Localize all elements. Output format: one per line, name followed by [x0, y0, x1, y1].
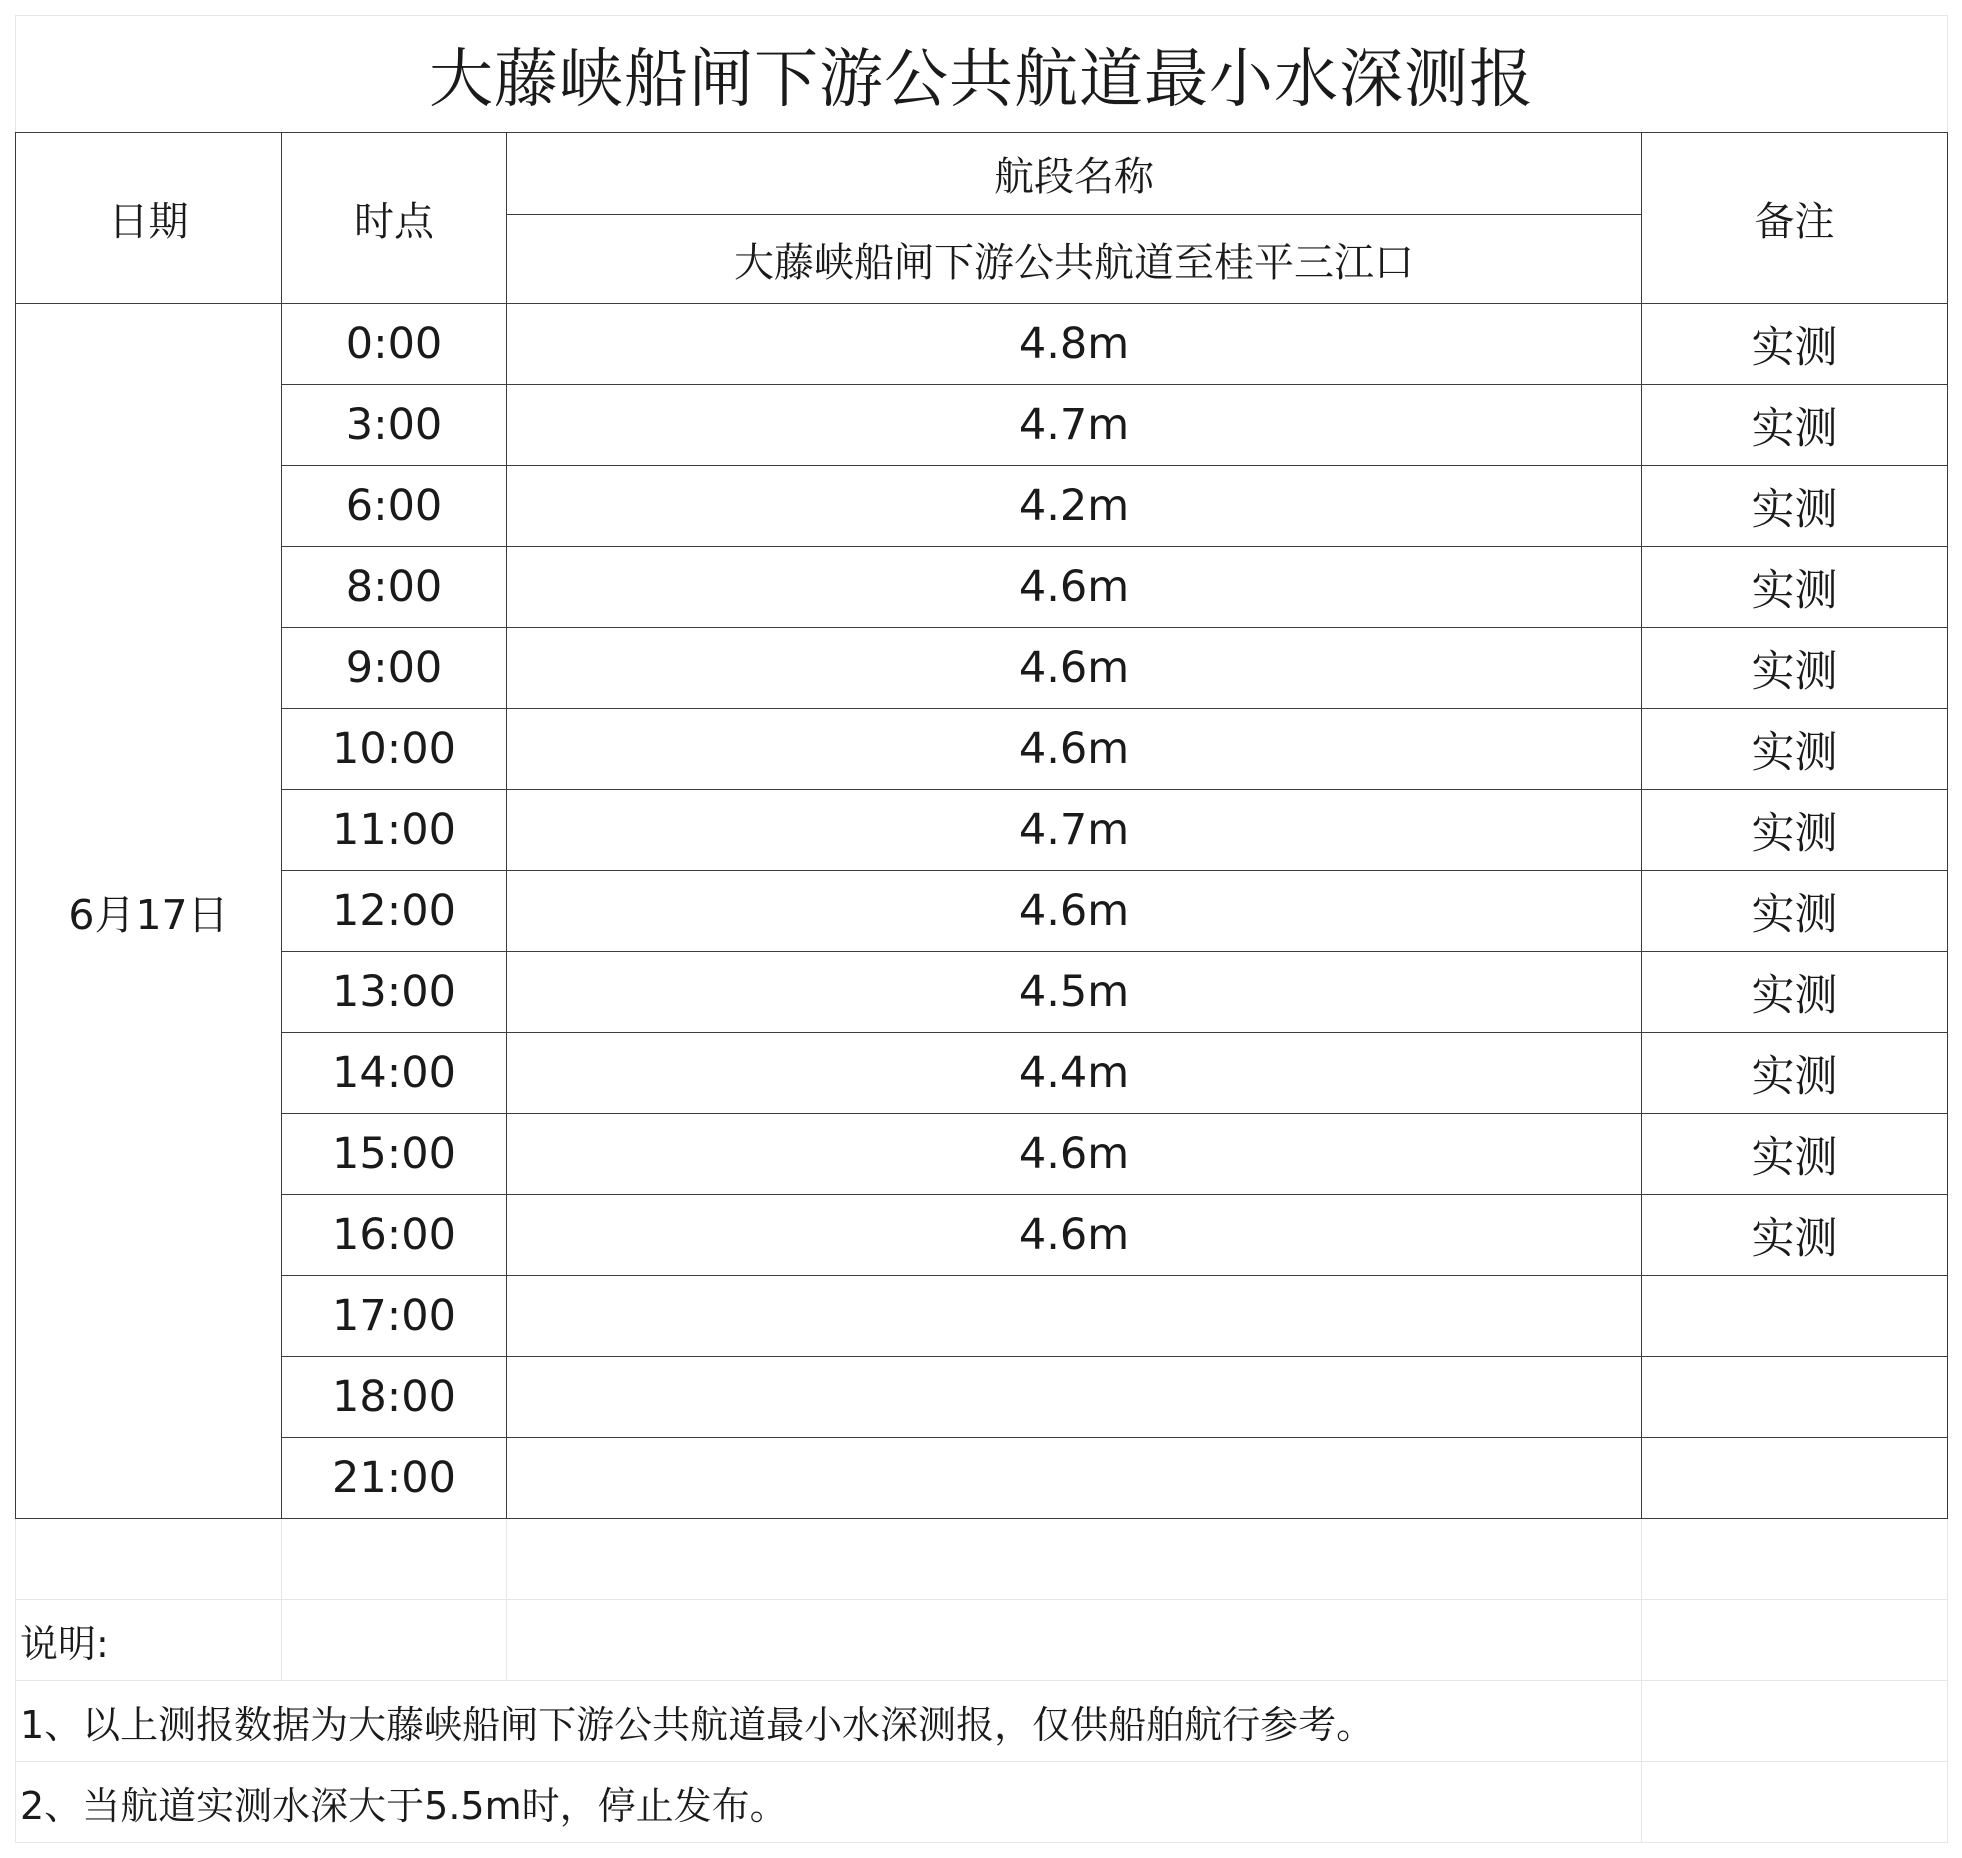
remark-cell: 实测: [1642, 952, 1948, 1033]
date-header: 日期: [16, 133, 282, 304]
depth-cell: [507, 1357, 1642, 1438]
remark-cell: 实测: [1642, 871, 1948, 952]
table-row: [16, 304, 1948, 385]
depth-cell: 4.5m: [507, 952, 1642, 1033]
remark-header: 备注: [1642, 133, 1948, 304]
water-depth-table: [15, 15, 1948, 1843]
notes-heading-row: [16, 1600, 1948, 1681]
notes-heading: 说明:: [16, 1600, 282, 1681]
remark-cell: 实测: [1642, 304, 1948, 385]
time-header: 时点: [282, 133, 507, 304]
time-cell: 15:00: [282, 1114, 507, 1195]
table-row: [16, 385, 1948, 466]
table-row: [16, 1114, 1948, 1195]
depth-cell: 4.4m: [507, 1033, 1642, 1114]
empty-cell: [507, 1519, 1642, 1600]
empty-cell: [1642, 1681, 1948, 1762]
time-cell: 3:00: [282, 385, 507, 466]
header-row-1: [16, 133, 1948, 215]
empty-cell: [507, 1600, 1642, 1681]
title-row: [16, 16, 1948, 133]
depth-cell: 4.2m: [507, 466, 1642, 547]
time-cell: 16:00: [282, 1195, 507, 1276]
table-row: [16, 1438, 1948, 1519]
remark-cell: 实测: [1642, 547, 1948, 628]
note-item: 1、以上测报数据为大藤峡船闸下游公共航道最小水深测报，仅供船舶航行参考。: [16, 1681, 1642, 1762]
remark-cell: [1642, 1438, 1948, 1519]
empty-cell: [1642, 1600, 1948, 1681]
time-cell: 21:00: [282, 1438, 507, 1519]
table-row: [16, 952, 1948, 1033]
table-row: [16, 1195, 1948, 1276]
table-row: [16, 547, 1948, 628]
remark-cell: [1642, 1357, 1948, 1438]
table-row: [16, 790, 1948, 871]
note-row: [16, 1762, 1948, 1843]
table-row: [16, 466, 1948, 547]
remark-cell: 实测: [1642, 1195, 1948, 1276]
page-title: 大藤峡船闸下游公共航道最小水深测报: [16, 16, 1948, 133]
remark-cell: 实测: [1642, 385, 1948, 466]
table-row: [16, 871, 1948, 952]
empty-cell: [1642, 1762, 1948, 1843]
time-cell: 14:00: [282, 1033, 507, 1114]
table-row: [16, 1276, 1948, 1357]
depth-cell: 4.6m: [507, 709, 1642, 790]
depth-cell: 4.6m: [507, 871, 1642, 952]
table-row: [16, 1357, 1948, 1438]
time-cell: 17:00: [282, 1276, 507, 1357]
time-cell: 11:00: [282, 790, 507, 871]
time-cell: 18:00: [282, 1357, 507, 1438]
depth-cell: 4.6m: [507, 1114, 1642, 1195]
remark-cell: 实测: [1642, 1114, 1948, 1195]
table-row: [16, 628, 1948, 709]
note-item: 2、当航道实测水深大于5.5m时，停止发布。: [16, 1762, 1642, 1843]
remark-cell: 实测: [1642, 790, 1948, 871]
time-cell: 13:00: [282, 952, 507, 1033]
remark-cell: 实测: [1642, 466, 1948, 547]
empty-cell: [282, 1519, 507, 1600]
time-cell: 0:00: [282, 304, 507, 385]
depth-cell: [507, 1276, 1642, 1357]
time-cell: 8:00: [282, 547, 507, 628]
time-cell: 9:00: [282, 628, 507, 709]
time-cell: 10:00: [282, 709, 507, 790]
section-header: 航段名称: [507, 133, 1642, 215]
note-row: [16, 1681, 1948, 1762]
spacer-row: [16, 1519, 1948, 1600]
depth-cell: 4.6m: [507, 1195, 1642, 1276]
depth-cell: 4.6m: [507, 628, 1642, 709]
remark-cell: 实测: [1642, 628, 1948, 709]
remark-cell: [1642, 1276, 1948, 1357]
table-row: [16, 709, 1948, 790]
depth-cell: [507, 1438, 1642, 1519]
empty-cell: [282, 1600, 507, 1681]
remark-cell: 实测: [1642, 709, 1948, 790]
empty-cell: [1642, 1519, 1948, 1600]
depth-cell: 4.7m: [507, 790, 1642, 871]
empty-cell: [16, 1519, 282, 1600]
remark-cell: 实测: [1642, 1033, 1948, 1114]
date-cell: 6月17日: [16, 304, 282, 1519]
time-cell: 12:00: [282, 871, 507, 952]
table-row: [16, 1033, 1948, 1114]
depth-cell: 4.8m: [507, 304, 1642, 385]
section-name: 大藤峡船闸下游公共航道至桂平三江口: [507, 215, 1642, 304]
report-sheet: [15, 15, 1947, 1843]
depth-cell: 4.6m: [507, 547, 1642, 628]
depth-cell: 4.7m: [507, 385, 1642, 466]
time-cell: 6:00: [282, 466, 507, 547]
